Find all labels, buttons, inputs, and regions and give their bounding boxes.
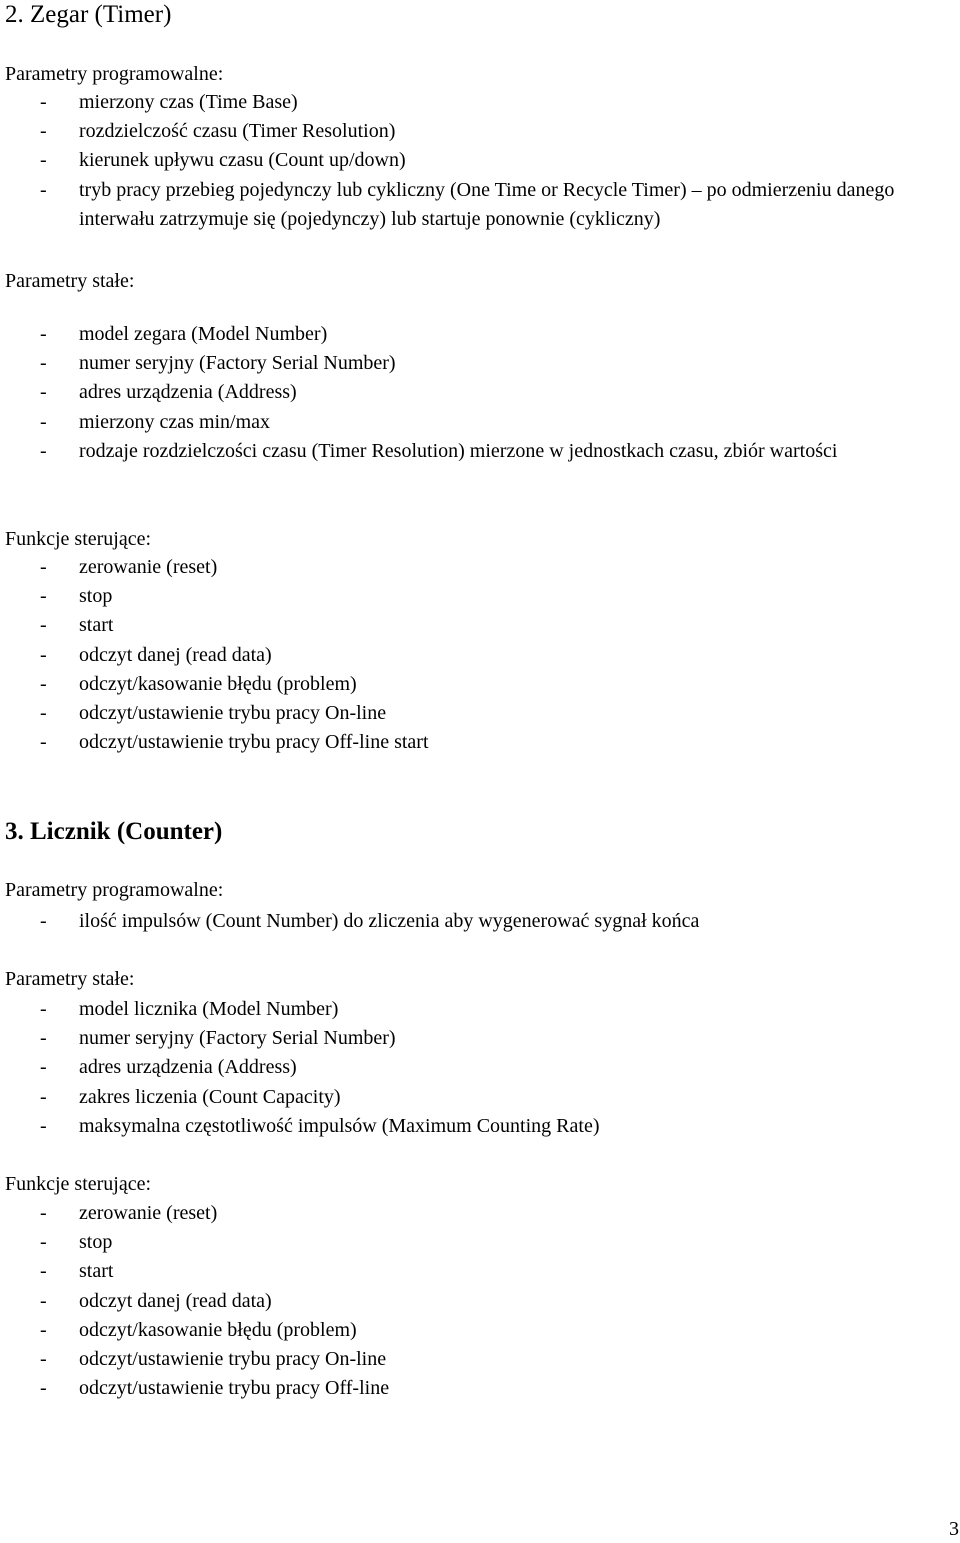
list-item: - mierzony czas min/max [0, 408, 845, 437]
list-marker: - [40, 556, 47, 578]
list-counter-fixed [0, 995, 607, 1141]
list-item: - start [0, 1257, 397, 1286]
group-heading-timer-fixed: Parametry stałe: [5, 270, 135, 292]
list-marker: - [40, 731, 47, 754]
page-number: 3 [949, 1518, 959, 1540]
list-marker: - [40, 439, 47, 462]
section-title-timer: 2. Zegar (Timer) [5, 1, 172, 28]
list-marker: - [40, 672, 47, 695]
list-marker: - [40, 1289, 47, 1312]
list-item: - model zegara (Model Number) [0, 320, 845, 349]
list-marker: - [40, 1260, 47, 1283]
list-item: - zerowanie (reset) [0, 553, 437, 582]
list-marker: - [40, 1348, 47, 1371]
list-item: - odczyt/ustawienie trybu pracy On-line [0, 1345, 397, 1374]
list-item: - ilość impulsów (Count Number) do zliczenia aby wygenerować sygnał końca [0, 907, 707, 936]
list-marker: - [40, 323, 47, 345]
list-marker: - [40, 410, 47, 433]
list-marker: - [40, 1318, 47, 1341]
list-timer-fixed [0, 320, 845, 466]
list-marker: - [40, 910, 47, 932]
list-item: - rodzaje rozdzielczości czasu (Timer Resolution) mierzone w jednostkach czasu, zbiór wartości [0, 437, 845, 466]
list-item: - model licznika (Model Number) [0, 995, 607, 1024]
list-counter-control [0, 1199, 397, 1403]
list-marker: - [40, 149, 47, 172]
list-marker: - [40, 120, 47, 143]
list-item: - maksymalna częstotliwość impulsów (Maximum Counting Rate) [0, 1112, 607, 1141]
list-item: - stop [0, 1228, 397, 1257]
list-marker: - [40, 1027, 47, 1050]
list-marker: - [40, 1085, 47, 1108]
list-item: - rozdzielczość czasu (Timer Resolution) [0, 117, 960, 146]
list-item: - numer seryjny (Factory Serial Number) [0, 1024, 607, 1053]
list-counter-programmable [0, 907, 707, 936]
list-marker: - [40, 585, 47, 608]
list-marker: - [40, 91, 47, 113]
group-heading-counter-programmable: Parametry programowalne: [5, 879, 224, 901]
list-timer-programmable [0, 88, 960, 234]
list-item: - start [0, 611, 437, 640]
group-heading-counter-control: Funkcje sterujące: [5, 1173, 152, 1195]
list-item: - zakres liczenia (Count Capacity) [0, 1083, 607, 1112]
list-item: - odczyt/ustawienie trybu pracy Off-line start [0, 728, 437, 757]
list-item: - stop [0, 582, 437, 611]
list-marker: - [40, 614, 47, 637]
list-marker: - [40, 1202, 47, 1224]
list-item: - odczyt/kasowanie błędu (problem) [0, 670, 437, 699]
list-item: - odczyt/kasowanie błędu (problem) [0, 1316, 397, 1345]
list-item: - odczyt/ustawienie trybu pracy On-line [0, 699, 437, 728]
group-heading-counter-fixed: Parametry stałe: [5, 968, 135, 990]
list-item: - adres urządzenia (Address) [0, 378, 845, 407]
list-marker: - [40, 1114, 47, 1137]
list-marker: - [40, 702, 47, 725]
list-item: - odczyt/ustawienie trybu pracy Off-line [0, 1374, 397, 1403]
group-heading-timer-programmable: Parametry programowalne: [5, 63, 224, 85]
section-title-counter: 3. Licznik (Counter) [5, 818, 223, 845]
list-timer-control [0, 553, 437, 757]
list-marker: - [40, 1377, 47, 1400]
list-item: - tryb pracy przebieg pojedynczy lub cykliczny (One Time or Recycle Timer) – po odmierzeniu danego interwału zatrzymuje się (pojedynczy) lub startuje ponownie (cykliczny) [0, 176, 960, 234]
list-marker: - [40, 1231, 47, 1254]
list-item: - mierzony czas (Time Base) [0, 88, 960, 117]
list-item: - odczyt danej (read data) [0, 1287, 397, 1316]
list-item: - numer seryjny (Factory Serial Number) [0, 349, 845, 378]
list-marker: - [40, 178, 47, 201]
list-item: - zerowanie (reset) [0, 1199, 397, 1228]
group-heading-timer-control: Funkcje sterujące: [5, 528, 152, 550]
list-item: - odczyt danej (read data) [0, 641, 437, 670]
list-item: - adres urządzenia (Address) [0, 1053, 607, 1082]
list-marker: - [40, 381, 47, 404]
list-marker: - [40, 1056, 47, 1079]
list-marker: - [40, 352, 47, 375]
list-marker: - [40, 643, 47, 666]
list-marker: - [40, 998, 47, 1020]
list-item: - kierunek upływu czasu (Count up/down) [0, 146, 960, 175]
